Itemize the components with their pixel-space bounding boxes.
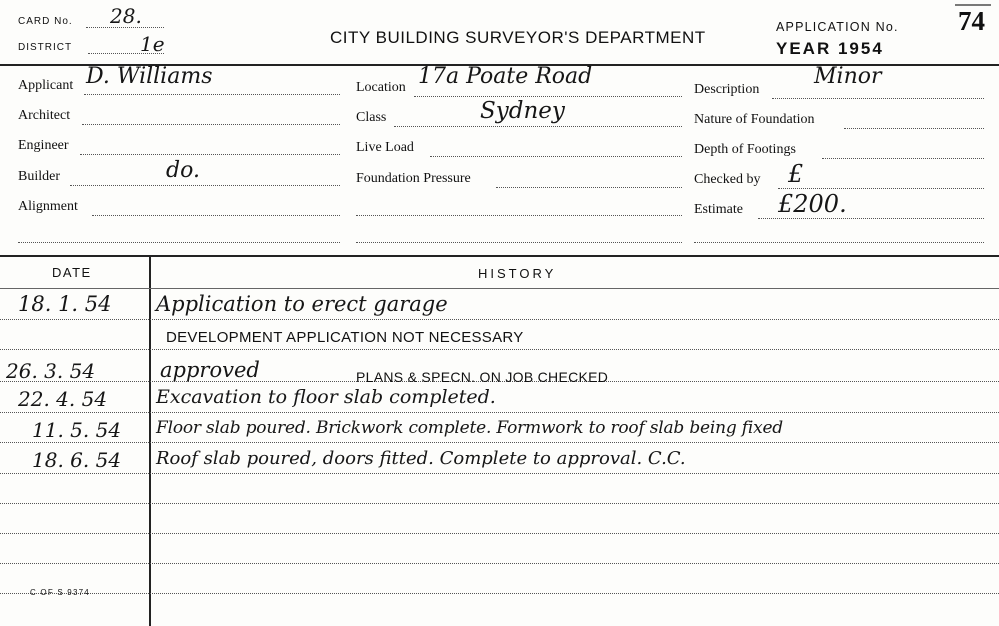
- left-blank-line: [18, 242, 340, 243]
- form-code: C OF S 9374: [30, 588, 90, 597]
- location-label: Location: [356, 80, 406, 95]
- history-rule-10: [0, 593, 999, 594]
- history-rule-8: [0, 533, 999, 534]
- applicant-label: Applicant: [18, 78, 74, 93]
- year-label: YEAR 1954: [776, 39, 884, 58]
- architect-line: [82, 124, 340, 125]
- right-blank-line: [694, 242, 984, 243]
- history-stamp-development: DEVELOPMENT APPLICATION NOT NECESSARY: [166, 329, 524, 346]
- builder-value: do.: [166, 158, 200, 183]
- department-title: CITY BUILDING SURVEYOR'S DEPARTMENT: [330, 28, 706, 47]
- history-rule-2: [0, 349, 999, 350]
- class-line: [394, 126, 682, 127]
- district-value: 1e: [140, 32, 165, 56]
- checked-by-label: Checked by: [694, 172, 761, 187]
- date-header: DATE: [52, 265, 92, 280]
- history-rule-6: [0, 473, 999, 474]
- alignment-line: [92, 215, 340, 216]
- builder-line: [70, 185, 340, 186]
- estimate-line: [758, 218, 984, 219]
- description-value: Minor: [814, 64, 882, 89]
- history-date: 18. 1. 54: [18, 292, 112, 316]
- card-no-label: CARD No.: [18, 16, 73, 27]
- history-rule-4: [0, 412, 999, 413]
- application-number: 74: [958, 6, 985, 36]
- middle-blank-line-2: [356, 242, 682, 243]
- history-header: HISTORY: [478, 266, 557, 281]
- checked-by-line: [778, 188, 984, 189]
- nature-of-foundation-label: Nature of Foundation: [694, 112, 815, 127]
- estimate-label: Estimate: [694, 202, 743, 217]
- middle-blank-line-1: [356, 215, 682, 216]
- history-date: 22. 4. 54: [18, 387, 108, 411]
- history-stamp-plans: PLANS & SPECN. ON JOB CHECKED: [356, 369, 609, 385]
- history-date: 18. 6. 54: [32, 448, 122, 472]
- history-entry-text: Excavation to floor slab completed.: [156, 386, 496, 408]
- application-label: APPLICATION No.: [776, 20, 899, 34]
- district-label: DISTRICT: [18, 42, 73, 53]
- history-entry-text: Roof slab poured, doors fitted. Complete to approval. C.C.: [156, 448, 686, 469]
- class-label: Class: [356, 110, 387, 125]
- history-entry-text: Floor slab poured. Brickwork complete. Formwork to roof slab being fixed: [156, 418, 783, 438]
- history-rule-7: [0, 503, 999, 504]
- history-rule-9: [0, 563, 999, 564]
- history-header-rule: [0, 288, 999, 289]
- foundation-pressure-line: [496, 187, 682, 188]
- application-number-rule: [955, 4, 991, 6]
- history-date: 11. 5. 54: [32, 418, 122, 442]
- description-label: Description: [694, 82, 760, 97]
- location-value: 17a Poate Road: [418, 64, 593, 89]
- estimate-value: £200.: [778, 190, 847, 218]
- depth-of-footings-label: Depth of Footings: [694, 142, 796, 157]
- applicant-value: D. Williams: [86, 64, 213, 89]
- live-load-label: Live Load: [356, 140, 414, 155]
- location-line: [414, 96, 682, 97]
- card-no-value: 28.: [110, 4, 142, 28]
- foundation-pressure-label: Foundation Pressure: [356, 171, 471, 186]
- history-rule-1: [0, 319, 999, 320]
- nature-of-foundation-line: [844, 128, 984, 129]
- history-date: 26. 3. 54: [6, 359, 96, 383]
- description-line: [772, 98, 984, 99]
- builder-label: Builder: [18, 169, 60, 184]
- alignment-label: Alignment: [18, 199, 78, 214]
- engineer-label: Engineer: [18, 138, 69, 153]
- history-rule-5: [0, 442, 999, 443]
- checked-by-value: £: [788, 160, 804, 188]
- class-value: Sydney: [480, 98, 565, 124]
- history-entry-text: approved: [160, 358, 260, 382]
- depth-of-footings-line: [822, 158, 984, 159]
- live-load-line: [430, 156, 682, 157]
- history-entry-text: Application to erect garage: [156, 292, 448, 316]
- applicant-line: [84, 94, 340, 95]
- engineer-line: [80, 154, 340, 155]
- architect-label: Architect: [18, 108, 71, 123]
